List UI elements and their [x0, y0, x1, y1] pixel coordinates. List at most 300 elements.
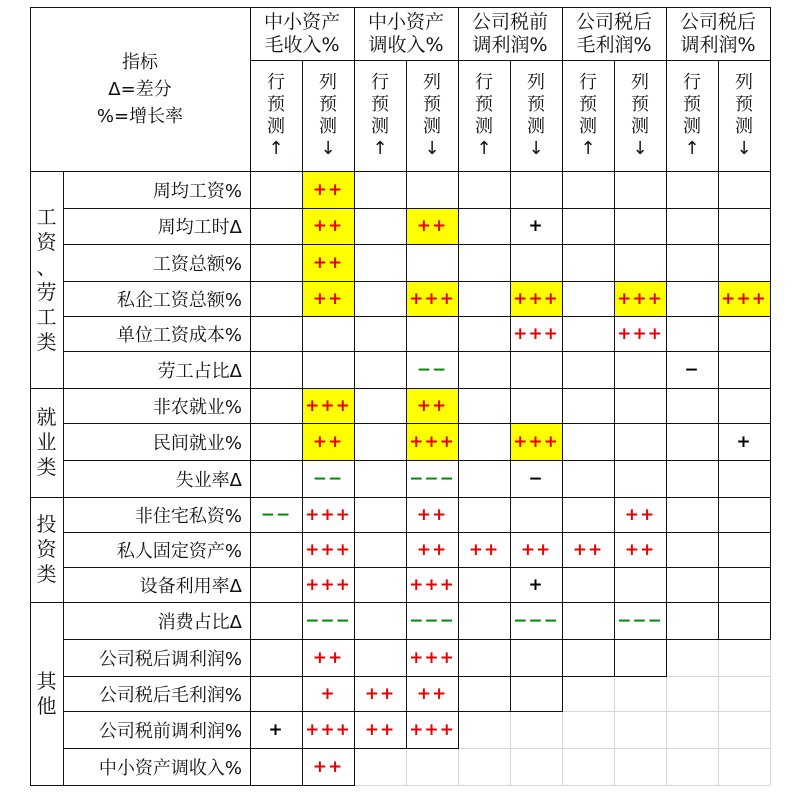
- value-cell: ++: [364, 719, 396, 740]
- value-cell: ++: [302, 423, 354, 460]
- grid-line: [458, 639, 459, 677]
- grid-line: [63, 602, 771, 603]
- column-header: 中小资产 毛收入%: [263, 10, 340, 56]
- grid-line: [718, 460, 719, 498]
- value-cell: −−−: [305, 610, 351, 631]
- grid-line: [302, 497, 303, 533]
- grid-line: [770, 7, 771, 171]
- inactive-grid-line: [666, 676, 667, 711]
- indicator-label: 民间就业%: [152, 432, 242, 454]
- grid-line: [510, 171, 511, 209]
- grid-line: [458, 244, 459, 282]
- grid-line: [406, 351, 407, 389]
- grid-line: [718, 316, 719, 352]
- value-cell: ++: [416, 504, 448, 525]
- value-cell: ++: [312, 647, 344, 668]
- grid-line: [562, 567, 563, 603]
- grid-line: [354, 711, 355, 749]
- grid-line: [458, 423, 459, 461]
- value-cell: ++: [624, 539, 656, 560]
- category-label: 投 资 类: [36, 512, 57, 586]
- grid-line: [718, 602, 719, 640]
- grid-line: [666, 244, 667, 282]
- row-forecast-subheader: 行 预 测 ↑: [579, 71, 597, 159]
- grid-line: [510, 423, 511, 461]
- grid-line: [406, 711, 407, 749]
- grid-line: [770, 388, 771, 424]
- value-cell: ++: [302, 244, 354, 281]
- value-cell: −−−: [409, 610, 455, 631]
- grid-line: [406, 208, 407, 245]
- inactive-grid-line: [770, 676, 771, 711]
- value-cell: +++: [406, 281, 458, 316]
- grid-line: [458, 171, 459, 209]
- grid-line: [30, 602, 63, 603]
- grid-line: [250, 316, 251, 352]
- grid-line: [302, 532, 303, 568]
- grid-line: [406, 244, 407, 282]
- value-cell: ++: [302, 208, 354, 244]
- column-header: 中小资产 调收入%: [367, 10, 444, 56]
- value-cell: ++: [416, 539, 448, 560]
- grid-line: [458, 676, 459, 712]
- grid-line: [354, 171, 355, 209]
- grid-line: [250, 281, 251, 317]
- grid-line: [458, 316, 459, 352]
- grid-line: [770, 602, 771, 640]
- indicator-label: 周均工资%: [152, 180, 242, 202]
- grid-line: [666, 460, 667, 498]
- inactive-grid-line: [770, 748, 771, 785]
- value-cell: +++: [513, 323, 559, 344]
- inactive-grid-line: [770, 711, 771, 748]
- grid-line: [562, 602, 563, 640]
- value-cell: ++: [572, 539, 604, 560]
- inactive-grid-line: [614, 748, 615, 785]
- grid-line: [250, 676, 251, 712]
- grid-line: [718, 60, 719, 171]
- grid-line: [302, 208, 303, 245]
- grid-line: [63, 676, 667, 677]
- value-cell: −−−: [409, 468, 455, 489]
- grid-line: [718, 423, 719, 461]
- grid-line: [354, 676, 355, 712]
- grid-line: [614, 532, 615, 568]
- grid-line: [354, 281, 355, 317]
- grid-line: [354, 602, 355, 640]
- grid-line: [510, 60, 511, 171]
- grid-line: [302, 171, 303, 209]
- value-cell: +++: [510, 423, 562, 460]
- row-forecast-subheader: 行 预 测 ↑: [683, 71, 701, 159]
- grid-line: [250, 171, 251, 209]
- grid-line: [458, 208, 459, 245]
- indicator-label: 公司税后毛利润%: [98, 684, 242, 706]
- inactive-grid-line: [614, 711, 615, 748]
- grid-line: [30, 785, 63, 786]
- grid-line: [63, 208, 771, 209]
- inactive-grid-line: [510, 711, 511, 748]
- grid-line: [458, 7, 459, 171]
- grid-line: [250, 567, 251, 603]
- grid-line: [770, 351, 771, 389]
- grid-line: [562, 460, 563, 498]
- grid-line: [562, 497, 563, 533]
- grid-line: [666, 639, 667, 677]
- grid-line: [406, 316, 407, 352]
- grid-line: [666, 388, 667, 424]
- grid-line: [718, 281, 719, 317]
- inactive-grid-line: [406, 748, 407, 785]
- grid-line: [666, 7, 667, 171]
- grid-line: [770, 423, 771, 461]
- inactive-grid-line: [562, 748, 563, 785]
- grid-line: [354, 208, 355, 245]
- grid-line: [562, 388, 563, 424]
- grid-line: [354, 316, 355, 352]
- indicator-label: 公司税后调利润%: [98, 648, 242, 670]
- grid-line: [30, 7, 31, 786]
- indicator-label: 劳工占比Δ: [157, 360, 242, 382]
- indicator-label: 周均工时Δ: [157, 217, 242, 238]
- corner-label: 指标 Δ=差分 %=增长率: [96, 51, 184, 127]
- grid-line: [562, 316, 563, 352]
- indicator-label: 私人固定资产%: [116, 540, 242, 562]
- grid-line: [250, 532, 251, 568]
- grid-line: [718, 208, 719, 245]
- inactive-grid-line: [718, 711, 719, 748]
- grid-line: [562, 208, 563, 245]
- value-cell: −−: [312, 468, 344, 489]
- grid-line: [770, 208, 771, 245]
- grid-line: [614, 423, 615, 461]
- grid-line: [354, 388, 355, 424]
- grid-line: [562, 244, 563, 282]
- grid-line: [406, 281, 407, 317]
- grid-line: [302, 351, 303, 389]
- grid-line: [562, 423, 563, 461]
- grid-line: [354, 497, 355, 533]
- grid-line: [666, 281, 667, 317]
- grid-line: [354, 423, 355, 461]
- grid-line: [354, 460, 355, 498]
- grid-line: [30, 171, 771, 172]
- grid-line: [614, 60, 615, 171]
- grid-line: [614, 208, 615, 245]
- value-cell: ++: [520, 539, 552, 560]
- grid-line: [406, 532, 407, 568]
- inactive-grid-line: [562, 711, 563, 748]
- value-cell: +++: [305, 539, 351, 560]
- grid-line: [510, 388, 511, 424]
- grid-line: [458, 460, 459, 498]
- value-cell: +++: [718, 281, 770, 316]
- column-header: 公司税后 调利润%: [679, 10, 756, 56]
- value-cell: +++: [617, 323, 663, 344]
- grid-line: [614, 460, 615, 498]
- inactive-grid-line: [614, 676, 615, 711]
- grid-line: [770, 532, 771, 568]
- value-cell: +: [736, 431, 752, 452]
- value-cell: +++: [409, 647, 455, 668]
- row-forecast-subheader: 行 预 测 ↑: [371, 71, 389, 159]
- grid-line: [666, 316, 667, 352]
- grid-line: [302, 281, 303, 317]
- grid-line: [718, 497, 719, 533]
- grid-line: [302, 748, 303, 786]
- grid-line: [63, 281, 771, 282]
- value-cell: +: [528, 216, 544, 236]
- grid-line: [250, 497, 251, 533]
- grid-line: [63, 567, 771, 568]
- grid-line: [614, 244, 615, 282]
- value-cell: +++: [305, 574, 351, 595]
- value-cell: ++: [416, 683, 448, 704]
- grid-line: [406, 567, 407, 603]
- grid-line: [458, 711, 459, 749]
- grid-line: [406, 460, 407, 498]
- grid-line: [406, 423, 407, 461]
- grid-line: [666, 567, 667, 603]
- grid-line: [63, 785, 355, 786]
- grid-line: [302, 676, 303, 712]
- grid-line: [63, 388, 771, 389]
- grid-line: [30, 7, 771, 8]
- grid-line: [562, 639, 563, 677]
- grid-line: [666, 497, 667, 533]
- grid-line: [614, 351, 615, 389]
- grid-line: [354, 351, 355, 389]
- value-cell: ++: [406, 208, 458, 244]
- grid-line: [250, 602, 251, 640]
- grid-line: [770, 497, 771, 533]
- value-cell: ++: [468, 539, 500, 560]
- grid-line: [302, 388, 303, 424]
- grid-line: [302, 60, 303, 171]
- column-forecast-subheader: 列 预 测 ↓: [735, 71, 753, 159]
- column-header: 公司税前 调利润%: [471, 10, 548, 56]
- grid-line: [406, 171, 407, 209]
- grid-line: [666, 208, 667, 245]
- indicator-label: 非住宅私资%: [134, 505, 242, 527]
- grid-line: [302, 423, 303, 461]
- grid-line: [666, 532, 667, 568]
- grid-line: [510, 602, 511, 640]
- grid-line: [406, 676, 407, 712]
- value-cell: +: [320, 683, 336, 704]
- grid-line: [406, 497, 407, 533]
- value-cell: +++: [510, 281, 562, 316]
- grid-line: [510, 316, 511, 352]
- grid-line: [510, 532, 511, 568]
- grid-line: [458, 351, 459, 389]
- grid-line: [718, 388, 719, 424]
- indicator-label: 设备利用率Δ: [139, 575, 242, 597]
- row-forecast-subheader: 行 预 测 ↑: [267, 71, 285, 159]
- grid-line: [302, 460, 303, 498]
- grid-line: [250, 388, 251, 424]
- value-cell: ++: [302, 281, 354, 316]
- grid-line: [458, 497, 459, 533]
- grid-line: [666, 602, 667, 640]
- value-cell: −−−: [513, 610, 559, 631]
- grid-line: [250, 351, 251, 389]
- grid-line: [63, 748, 459, 749]
- value-cell: +++: [614, 281, 666, 316]
- grid-line: [250, 639, 251, 677]
- grid-line: [63, 423, 771, 424]
- grid-line: [666, 351, 667, 389]
- indicator-label: 公司税前调利润%: [98, 720, 242, 742]
- grid-line: [63, 711, 563, 712]
- grid-line: [562, 171, 563, 209]
- grid-line: [354, 7, 355, 171]
- grid-line: [458, 532, 459, 568]
- grid-line: [718, 351, 719, 389]
- grid-line: [302, 244, 303, 282]
- grid-line: [614, 639, 615, 677]
- indicator-label: 私企工资总额%: [116, 289, 242, 311]
- grid-line: [510, 281, 511, 317]
- grid-line: [614, 567, 615, 603]
- value-cell: ++: [406, 388, 458, 423]
- grid-line: [562, 281, 563, 317]
- indicator-label: 非农就业%: [152, 396, 242, 418]
- grid-line: [30, 497, 63, 498]
- value-cell: +++: [406, 423, 458, 460]
- column-header: 公司税后 毛利润%: [575, 10, 652, 56]
- grid-line: [63, 316, 771, 317]
- grid-line: [63, 497, 771, 498]
- grid-line: [770, 460, 771, 498]
- grid-line: [406, 388, 407, 424]
- value-cell: ++: [302, 171, 354, 208]
- grid-line: [770, 281, 771, 317]
- column-forecast-subheader: 列 预 测 ↓: [631, 71, 649, 159]
- grid-line: [614, 281, 615, 317]
- value-cell: +++: [305, 504, 351, 525]
- grid-line: [510, 351, 511, 389]
- grid-line: [614, 171, 615, 209]
- grid-line: [718, 532, 719, 568]
- grid-line: [302, 316, 303, 352]
- grid-line: [770, 567, 771, 603]
- grid-line: [302, 602, 303, 640]
- grid-line: [718, 171, 719, 209]
- grid-line: [770, 316, 771, 352]
- grid-line: [770, 244, 771, 282]
- grid-line: [354, 532, 355, 568]
- value-cell: ++: [364, 683, 396, 704]
- indicator-label: 消费占比Δ: [157, 611, 242, 633]
- grid-line: [458, 281, 459, 317]
- value-cell: ++: [624, 504, 656, 525]
- grid-line: [562, 532, 563, 568]
- grid-line: [666, 423, 667, 461]
- grid-line: [250, 711, 251, 749]
- inactive-grid-line: [718, 639, 719, 676]
- grid-line: [666, 171, 667, 209]
- grid-line: [354, 639, 355, 677]
- value-cell: +: [268, 719, 284, 740]
- category-label: 就 业 类: [36, 405, 57, 479]
- grid-line: [718, 244, 719, 282]
- indicator-label: 失业率Δ: [175, 469, 242, 491]
- grid-line: [562, 351, 563, 389]
- grid-line: [302, 711, 303, 749]
- grid-line: [354, 748, 355, 786]
- inactive-grid-line: [354, 785, 770, 786]
- grid-line: [63, 639, 771, 640]
- grid-line: [562, 7, 563, 171]
- grid-line: [406, 602, 407, 640]
- grid-line: [30, 388, 63, 389]
- value-cell: ++: [312, 756, 344, 777]
- column-forecast-subheader: 列 预 测 ↓: [423, 71, 441, 159]
- value-cell: +++: [409, 719, 455, 740]
- grid-line: [63, 244, 771, 245]
- grid-line: [63, 351, 771, 352]
- inactive-grid-line: [666, 711, 667, 748]
- column-forecast-subheader: 列 预 测 ↓: [319, 71, 337, 159]
- inactive-grid-line: [510, 748, 511, 785]
- category-label: 其 他: [36, 668, 57, 718]
- inactive-grid-line: [666, 748, 667, 785]
- inactive-grid-line: [718, 676, 719, 711]
- grid-line: [250, 423, 251, 461]
- grid-line: [250, 208, 251, 245]
- indicator-label: 中小资产调收入%: [98, 757, 242, 779]
- indicator-label: 单位工资成本%: [116, 324, 242, 346]
- value-cell: +++: [305, 719, 351, 740]
- grid-line: [458, 602, 459, 640]
- value-cell: −−: [260, 504, 292, 525]
- column-forecast-subheader: 列 预 测 ↓: [527, 71, 545, 159]
- grid-line: [510, 676, 511, 712]
- value-cell: −−: [416, 359, 448, 380]
- grid-line: [458, 567, 459, 603]
- grid-line: [63, 460, 771, 461]
- grid-line: [302, 639, 303, 677]
- value-cell: +: [528, 574, 544, 595]
- grid-line: [614, 316, 615, 352]
- grid-line: [250, 460, 251, 498]
- grid-line: [354, 244, 355, 282]
- grid-line: [458, 388, 459, 424]
- row-forecast-subheader: 行 预 测 ↑: [475, 71, 493, 159]
- grid-line: [614, 602, 615, 640]
- grid-line: [63, 171, 64, 785]
- grid-line: [510, 639, 511, 677]
- grid-line: [718, 567, 719, 603]
- grid-line: [406, 60, 407, 171]
- grid-line: [250, 7, 251, 171]
- grid-line: [510, 497, 511, 533]
- category-label: 工 资 、 劳 工 类: [36, 204, 57, 354]
- inactive-grid-line: [718, 748, 719, 785]
- grid-line: [406, 639, 407, 677]
- grid-line: [250, 748, 251, 786]
- value-cell: −: [684, 359, 700, 380]
- grid-line: [510, 567, 511, 603]
- value-cell: −−−: [617, 610, 663, 631]
- grid-line: [510, 208, 511, 245]
- grid-line: [614, 497, 615, 533]
- grid-line: [614, 388, 615, 424]
- grid-line: [354, 567, 355, 603]
- inactive-grid-line: [770, 639, 771, 676]
- grid-line: [302, 567, 303, 603]
